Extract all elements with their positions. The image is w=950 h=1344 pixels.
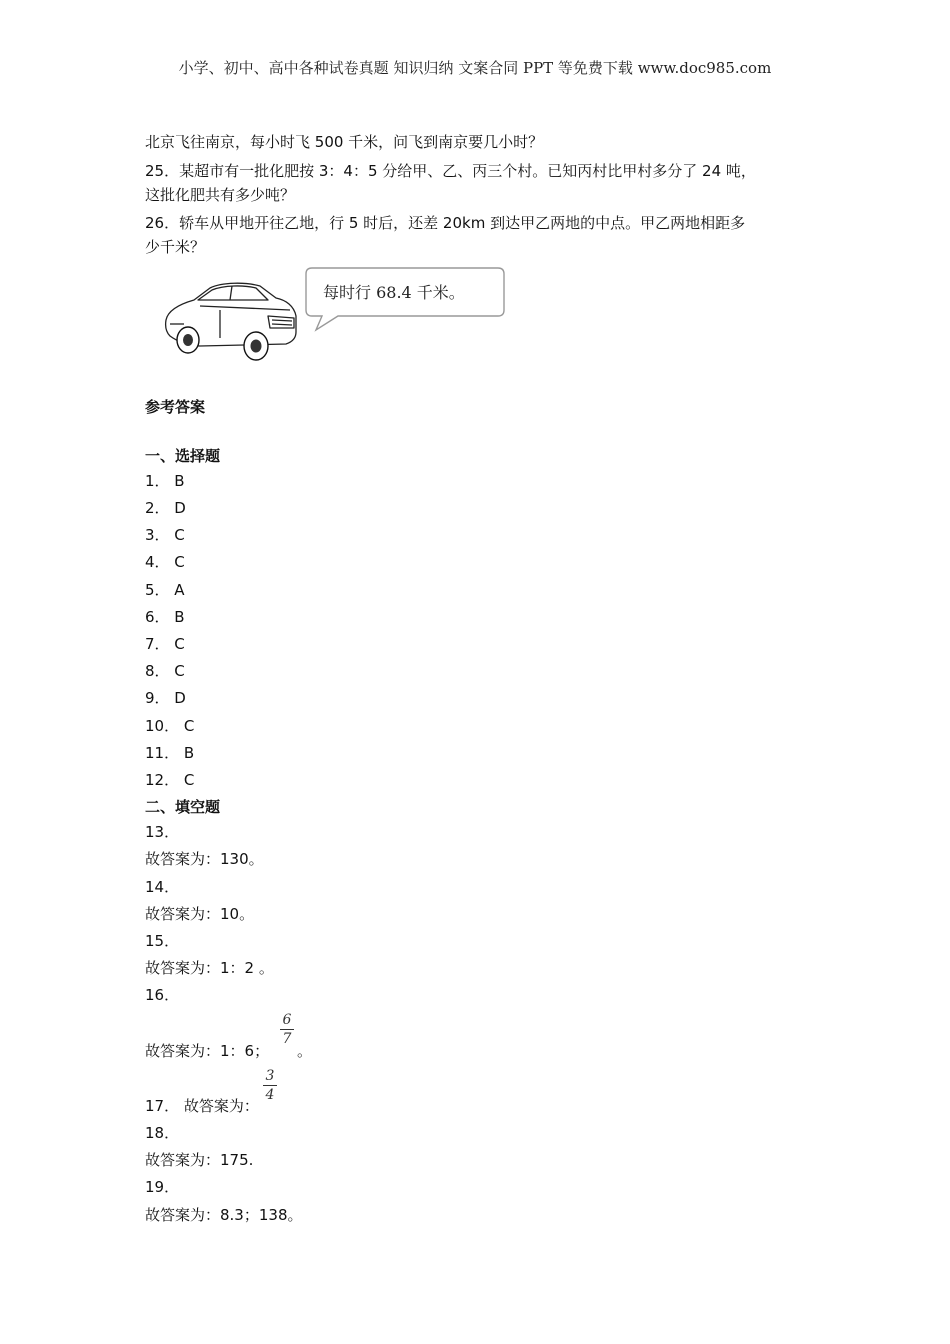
question-24-tail: 北京飞往南京，每小时飞 500 千米，问飞到南京要几小时？ xyxy=(145,133,544,151)
fill-answer: 故答案为：10。 xyxy=(145,905,255,923)
fill-question-number: 16． xyxy=(145,986,180,1004)
fill-answer: 故答案为：1：6； xyxy=(145,1042,270,1060)
fill-question-number: 19． xyxy=(145,1178,180,1196)
car-illustration xyxy=(160,276,300,362)
section-fill-heading: 二、填空题 xyxy=(145,798,221,816)
fill-question-number: 14． xyxy=(145,878,180,896)
fill-question-number: 13． xyxy=(145,823,180,841)
choice-answer: 8． C xyxy=(145,662,185,680)
choice-answer: 4． C xyxy=(145,553,185,571)
choice-answer: 10． C xyxy=(145,717,195,735)
fill-answer: 故答案为：130。 xyxy=(145,850,264,868)
fill-answer-end: 。 xyxy=(297,1042,313,1060)
choice-answer: 1． B xyxy=(145,472,185,490)
choice-answer: 9． D xyxy=(145,689,186,707)
fraction-3-4 xyxy=(262,1068,278,1103)
fill-question-number: 15． xyxy=(145,932,180,950)
choice-answer: 3． C xyxy=(145,526,185,544)
choice-answer: 6． B xyxy=(145,608,185,626)
choice-answer: 11． B xyxy=(145,744,195,762)
choice-answer: 12． C xyxy=(145,771,195,789)
question-26-line-1: 26．轿车从甲地开往乙地，行 5 时后，还差 20km 到达甲乙两地的中点。甲乙两地相距多 xyxy=(145,214,746,232)
fraction-numerator: 3 xyxy=(265,1068,275,1084)
fraction-denominator: 4 xyxy=(265,1087,275,1103)
answers-title: 参考答案 xyxy=(145,398,206,416)
speech-bubble-text: 每时行 68.4 千米。 xyxy=(323,283,465,302)
fill-answer: 故答案为：1：2 。 xyxy=(145,959,274,977)
choice-answer: 7． C xyxy=(145,635,185,653)
question-25-line-1: 25．某超市有一批化肥按 3：4：5 分给甲、乙、丙三个村。已知丙村比甲村多分了 24 吨， xyxy=(145,162,756,180)
choice-answer: 5． A xyxy=(145,581,185,599)
fraction-denominator: 7 xyxy=(282,1031,292,1047)
fill-answer: 故答案为：175. xyxy=(145,1151,254,1169)
choice-answer: 2． D xyxy=(145,499,186,517)
fill-answer: 故答案为：8.3；138。 xyxy=(145,1206,303,1224)
fraction-numerator: 6 xyxy=(282,1012,292,1028)
fraction-bar xyxy=(263,1085,277,1086)
fraction-bar xyxy=(280,1029,294,1030)
fill-question-number: 18． xyxy=(145,1124,180,1142)
page-header: 小学、初中、高中各种试卷真题 知识归纳 文案合同 PPT 等免费下载 www.doc985.com xyxy=(178,59,772,77)
question-25-line-2: 这批化肥共有多少吨？ xyxy=(145,186,296,204)
fill-answer: 17． 故答案为： xyxy=(145,1097,259,1115)
fraction-6-7 xyxy=(279,1012,295,1047)
question-26-line-2: 少千米？ xyxy=(145,238,206,256)
section-choice-heading: 一、选择题 xyxy=(145,447,221,465)
